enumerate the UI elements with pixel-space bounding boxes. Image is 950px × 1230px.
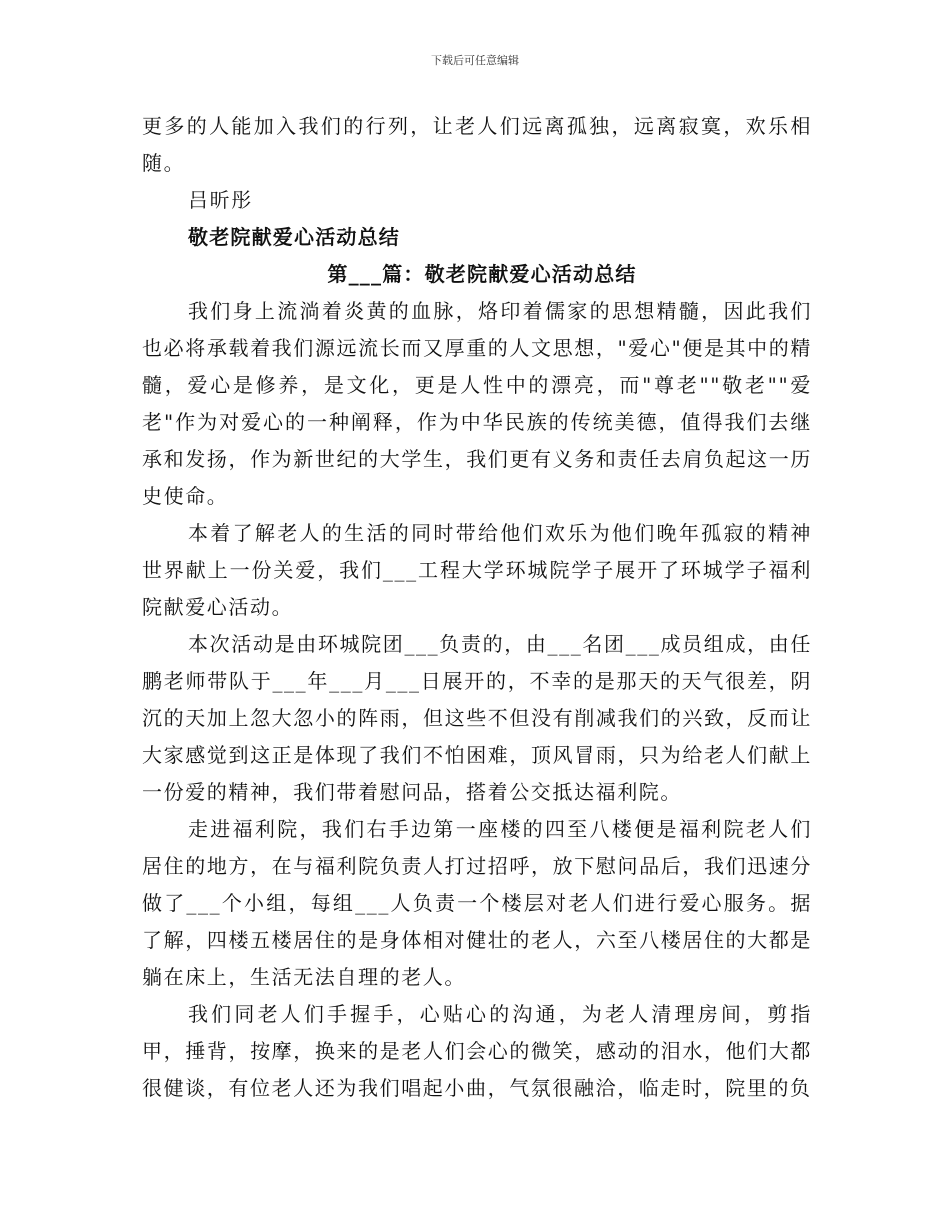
page-header: 下载后可任意编辑: [431, 54, 519, 67]
paragraph-2: 本着了解老人的生活的同时带给他们欢乐为他们晚年孤寂的精神世界献上一份关爱，我们___工程大学环城院学子展开了环城学子福利院献爱心活动。: [142, 521, 812, 619]
document-body: [142, 108, 812, 1107]
paragraph-3: 本次活动是由环城院团___负责的，由___名团___成员组成，由任鹏老师带队于___年___月___日展开的，不幸的是那天的天气很差，阴沉的天加上忽大忽小的阵雨，但这些不但没有削减我们的兴致，反而让大家感觉到这正是体现了我们不怕困难，顶风冒雨，只为给老人们献上一份爱的精神，我们带着慰问品，搭着公交抵达福利院。: [142, 632, 812, 804]
paragraph-1: 我们身上流淌着炎黄的血脉，烙印着儒家的思想精髓，因此我们也必将承载着我们源远流长而又厚重的人文思想，"爱心"便是其中的精髓，爱心是修养，是文化，更是人性中的漂亮，而"尊老""敬老""爱老"作为对爱心的一种阐释，作为中华民族的传统美德，值得我们去继承和发扬，作为新世纪的大学生，我们更有义务和责任去肩负起这一历史使命。: [142, 299, 812, 508]
section-title: 第___篇：敬老院献爱心活动总结: [327, 262, 637, 286]
document-heading: 敬老院献爱心活动总结: [188, 225, 400, 249]
continued-paragraph: 更多的人能加入我们的行列，让老人们远离孤独，远离寂寞，欢乐相随。: [142, 114, 812, 175]
paragraph-4: 走进福利院，我们右手边第一座楼的四至八楼便是福利院老人们居住的地方，在与福利院负责人打过招呼，放下慰问品后，我们迅速分做了___个小组，每组___人负责一个楼层对老人们进行爱心服务。据了解，四楼五楼居住的是身体相对健壮的老人，六至八楼居住的大都是躺在床上，生活无法自理的老人。: [142, 817, 812, 989]
author-signature: 吕昕彤: [188, 188, 253, 212]
paragraph-5: 我们同老人们手握手，心贴心的沟通，为老人清理房间，剪指甲，捶背，按摩，换来的是老人们会心的微笑，感动的泪水，他们大都很健谈，有位老人还为我们唱起小曲，气氛很融洽，临走时，院里的负: [142, 1002, 812, 1100]
